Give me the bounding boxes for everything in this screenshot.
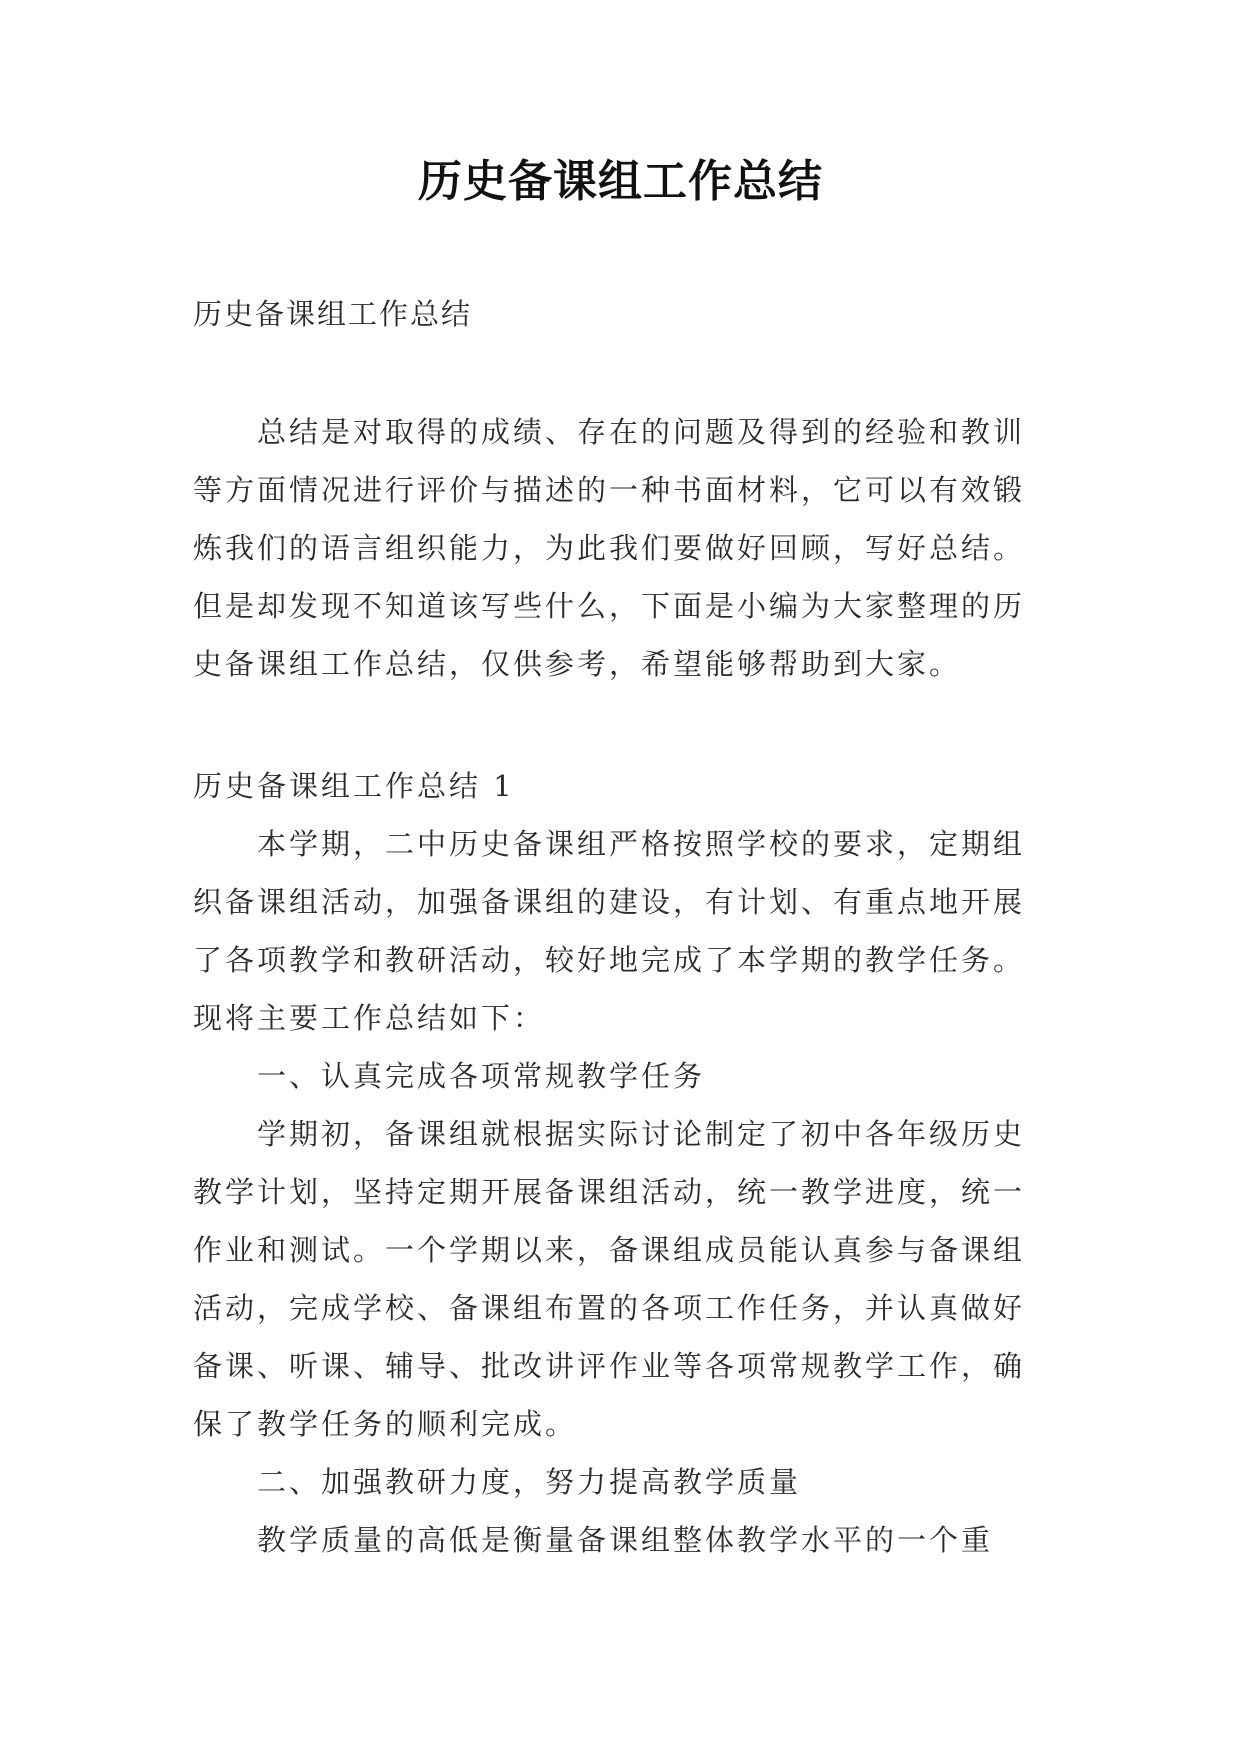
paragraph-line: 学期初，备课组就根据实际讨论制定了初中各年级历史	[257, 1117, 1026, 1151]
paragraph-line: 保了教学任务的顺利完成。	[193, 1407, 578, 1441]
paragraph-line: 教学质量的高低是衡量备课组整体教学水平的一个重	[257, 1523, 994, 1557]
paragraph-line: 现将主要工作总结如下：	[193, 1001, 546, 1035]
paragraph-line: 织备课组活动，加强备课组的建设，有计划、有重点地开展	[193, 885, 1026, 919]
paragraph-line: 作业和测试。一个学期以来，备课组成员能认真参与备课组	[193, 1233, 1026, 1267]
document-subtitle: 历史备课组工作总结	[193, 297, 473, 331]
subsection-heading: 二、加强教研力度，努力提高教学质量	[257, 1465, 802, 1499]
subsection-heading: 一、认真完成各项常规教学任务	[257, 1059, 706, 1093]
paragraph-line: 炼我们的语言组织能力，为此我们要做好回顾，写好总结。	[193, 531, 1026, 565]
body-section	[193, 757, 1053, 1569]
paragraph-line: 备课、听课、辅导、批改讲评作业等各项常规教学工作，确	[193, 1349, 1026, 1383]
paragraph-line: 本学期，二中历史备课组严格按照学校的要求，定期组	[257, 827, 1026, 861]
paragraph-line: 史备课组工作总结，仅供参考，希望能够帮助到大家。	[193, 647, 962, 681]
intro-paragraph	[193, 403, 1053, 693]
paragraph-line: 等方面情况进行评价与描述的一种书面材料，它可以有效锻	[193, 473, 1026, 507]
document-title: 历史备课组工作总结	[418, 156, 823, 207]
paragraph-line: 但是却发现不知道该写些什么，下面是小编为大家整理的历	[193, 589, 1026, 623]
section-heading: 历史备课组工作总结 1	[193, 769, 515, 803]
paragraph-line: 总结是对取得的成绩、存在的问题及得到的经验和教训	[257, 415, 1026, 449]
paragraph-line: 了各项教学和教研活动，较好地完成了本学期的教学任务。	[193, 943, 1026, 977]
paragraph-line: 活动，完成学校、备课组布置的各项工作任务，并认真做好	[193, 1291, 1026, 1325]
paragraph-line: 教学计划，坚持定期开展备课组活动，统一教学进度，统一	[193, 1175, 1026, 1209]
